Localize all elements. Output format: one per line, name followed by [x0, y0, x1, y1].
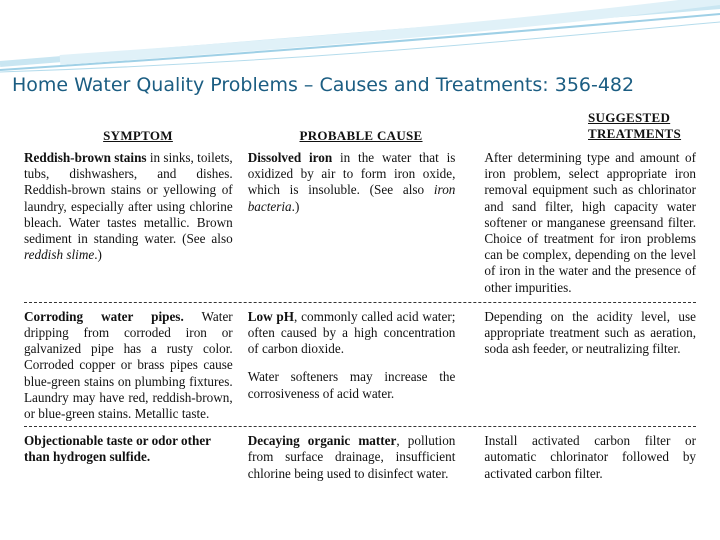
header-symptom: SYMPTOM: [103, 128, 173, 143]
cause-note: Water softeners may increase the corrosiveness of acid water.: [247, 369, 456, 401]
header-probable-cause: PROBABLE CAUSE: [299, 128, 423, 143]
symptom-cell: Corroding water pipes. Water dripping from corroded iron or galvanized pipe has a rusty color. Corroded copper or brass pipes cause blue-green stains on plumbing fixtures. Laundry may have red, reddish-brown, or blue-green stains. Metallic taste.: [24, 308, 233, 422]
table-row: [24, 148, 696, 302]
decorative-swoosh: [0, 0, 720, 80]
table-row: [24, 302, 696, 426]
cause-cell: Decaying organic matter, pollution from surface drainage, insufficient chlorine being used to disinfect water.: [247, 433, 456, 481]
table-header: [24, 107, 696, 148]
treatment-cell: After determining type and amount of iron problem, select appropriate iron removal equipment such as chlorinator and sand filter, high capacity water softener or manganese greensand filter. Choice of treatment for iron problems can be complex, depending on the level of iron in the water and the presence of other impurities.: [484, 150, 697, 295]
treatment-cell: Install activated carbon filter or automatic chlorinator followed by activated carbon filter.: [484, 433, 697, 481]
water-quality-table: [24, 107, 696, 486]
cause-cell: Dissolved iron in the water that is oxidized by air to form iron oxide, which is insoluble. (See also iron bacteria.): [247, 150, 456, 214]
table-row: [24, 426, 696, 486]
symptom-cell: Reddish-brown stains in sinks, toilets, tubs, dishwashers, and dishes. Reddish-brown stains or yellowing of laundry, especially after using chlorine bleach. Water tastes metallic. Brown sediment in standing water. (See also reddish slime.): [24, 150, 233, 263]
header-suggested-treatments: SUGGESTED TREATMENTS: [588, 110, 682, 141]
symptom-cell: Objectionable taste or odor other than hydrogen sulfide.: [24, 433, 211, 465]
slide-title: Home Water Quality Problems – Causes and Treatments: 356-482: [12, 74, 635, 96]
cause-cell: Low pH, commonly called acid water; often caused by a high concentration of carbon dioxide. Water softeners may increase the corrosiveness of acid water.: [247, 308, 456, 401]
treatment-cell: Depending on the acidity level, use appropriate treatment such as aeration, soda ash feeder, or neutralizing filter.: [484, 308, 697, 357]
